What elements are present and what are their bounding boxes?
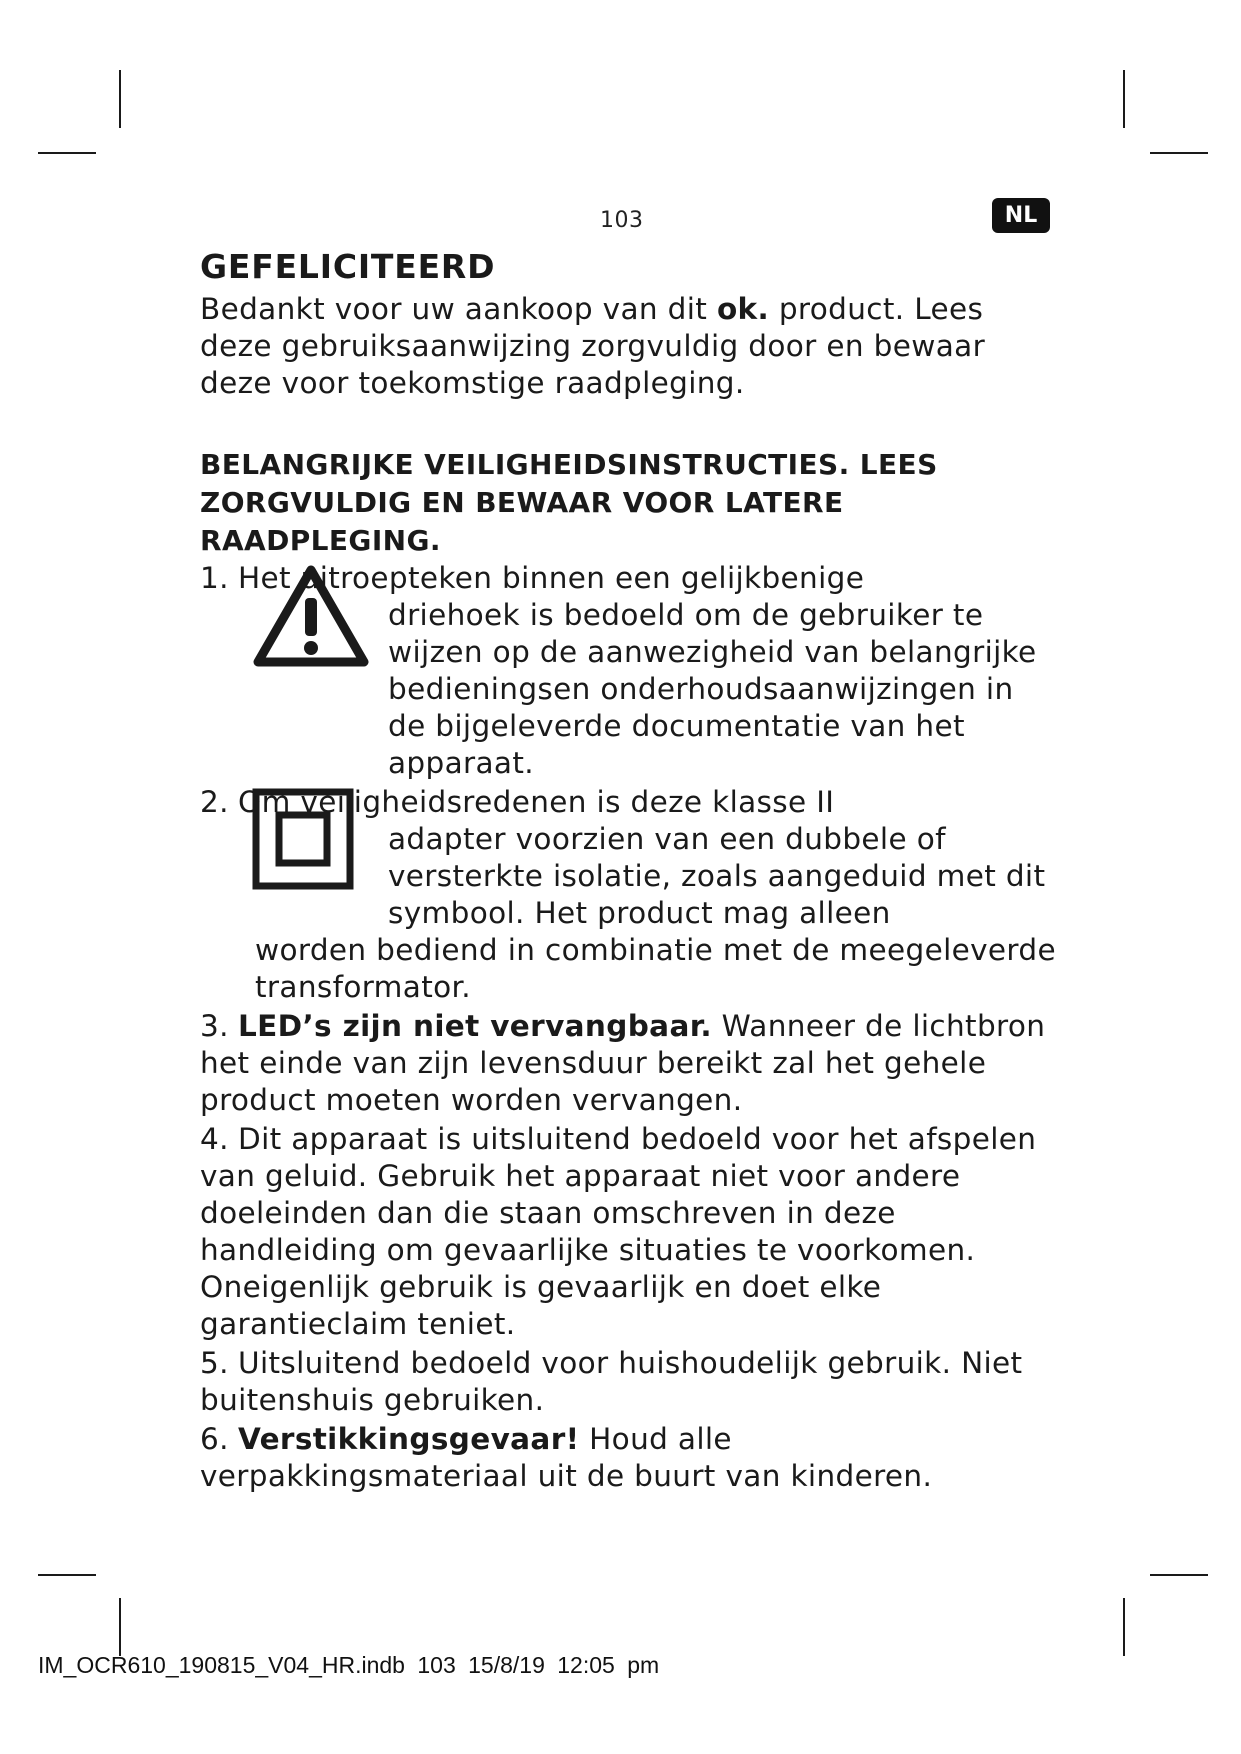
language-badge: NL: [992, 198, 1050, 233]
item-text: Het uitroepteken binnen een gelijkbenige: [238, 561, 865, 595]
list-item: [200, 1421, 1060, 1495]
list-item: [200, 1121, 1060, 1343]
list-item: [200, 784, 1060, 1006]
item-number: 6.: [200, 1422, 229, 1456]
crop-mark: [1123, 1598, 1125, 1656]
item-number: 3.: [200, 1009, 229, 1043]
crop-mark: [119, 70, 121, 128]
safety-heading: BELANGRIJKE VEILIGHEIDSINSTRUCTIES. LEES ZORGVULDIG EN BEWAAR VOOR LATERE RAADPLEGING.: [200, 448, 938, 557]
crop-mark: [1123, 70, 1125, 128]
item-text: Om veiligheidsredenen is deze klasse II: [238, 785, 835, 819]
intro-text-start: Bedankt voor uw aankoop van dit: [200, 292, 717, 326]
section-title: GEFELICITEERD: [200, 247, 496, 286]
content: [200, 248, 1060, 1497]
item-bold-text: LED’s zijn niet vervangbaar.: [238, 1009, 712, 1043]
list-item: [200, 1345, 1060, 1419]
item-number: 5.: [200, 1346, 229, 1380]
crop-mark: [38, 1574, 96, 1576]
list-item: [200, 1008, 1060, 1119]
crop-mark: [1150, 1574, 1208, 1576]
item-text: Houd alle verpakkingsmateriaal uit de buurt van kinderen.: [200, 1422, 933, 1493]
crop-mark: [38, 152, 96, 154]
item-text: Wanneer de lichtbron het einde van zijn levensduur bereikt zal het gehele product moeten worden vervangen.: [200, 1009, 1046, 1117]
item-text: worden bediend in combinatie met de meegeleverde transformator.: [255, 933, 1056, 1004]
warning-triangle-icon: [252, 564, 370, 677]
item-text: Uitsluitend bedoeld voor huishoudelijk gebruik. Niet buitenshuis gebruiken.: [200, 1346, 1023, 1417]
item-bold-text: Verstikkingsgevaar!: [238, 1422, 580, 1456]
crop-mark: [119, 1598, 121, 1656]
page-number: 103: [600, 208, 644, 233]
crop-mark: [1150, 152, 1208, 154]
list-item: [200, 560, 1060, 782]
item-number: 4.: [200, 1122, 229, 1156]
item-text: adapter voorzien van een dubbele of versterkte isolatie, zoals aangeduid met dit symbool. Het product mag alleen: [388, 822, 1046, 930]
intro-text-end: product. Lees deze gebruiksaanwijzing zorgvuldig door en bewaar deze voor toekomstige raadpleging.: [200, 292, 986, 400]
item-number: 2.: [200, 785, 229, 819]
intro-paragraph: [200, 291, 1060, 402]
double-insulation-icon: [252, 788, 354, 899]
item-number: 1.: [200, 561, 229, 595]
item-text: Dit apparaat is uitsluitend bedoeld voor het afspelen van geluid. Gebruik het apparaat niet voor andere doeleinden dan die staan omschreven in deze handleiding om gevaarlijke situaties te voorkomen. Oneigenlijk gebruik is gevaarlijk en doet elke garantieclaim teniet.: [200, 1122, 1037, 1341]
print-slug: IM_OCR610_190815_V04_HR.indb 103 15/8/19 12:05 pm: [38, 1652, 660, 1678]
brand-name: ok.: [716, 292, 770, 326]
item-text: driehoek is bedoeld om de gebruiker te wijzen op de aanwezigheid van belangrijke bedieningsen onderhoudsaanwijzingen in de bijgeleverde documentatie van het apparaat.: [388, 598, 1037, 780]
